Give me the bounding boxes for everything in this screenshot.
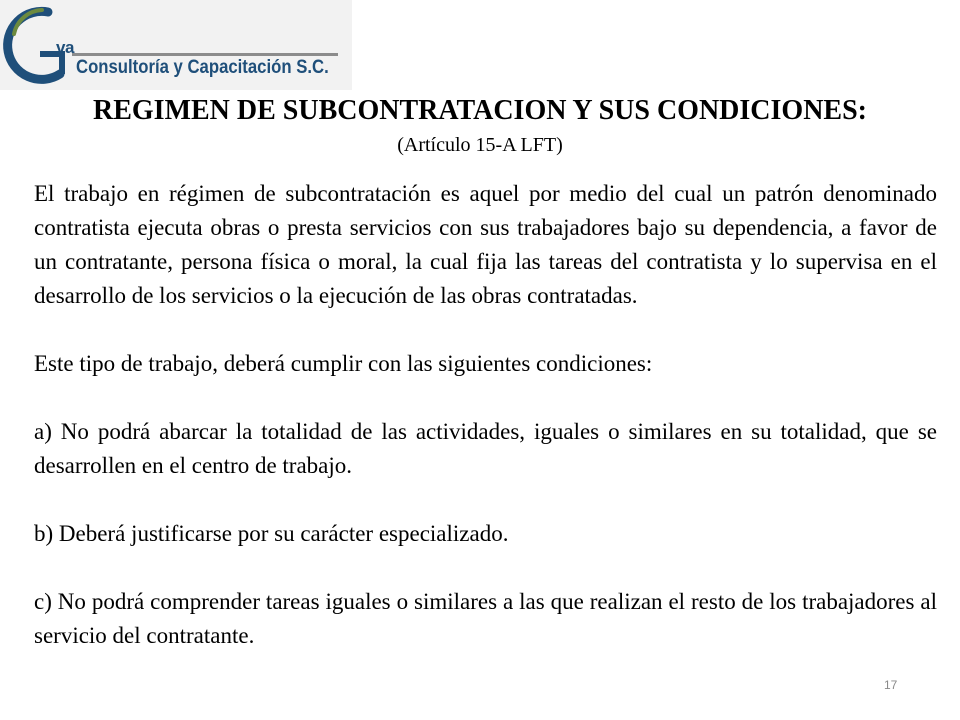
- condition-b: b) Deberá justificarse por su carácter especializado.: [34, 521, 509, 546]
- slide-title: REGIMEN DE SUBCONTRATACION Y SUS CONDICIONES:: [93, 95, 867, 126]
- company-logo: [0, 0, 352, 90]
- definition-paragraph: El trabajo en régimen de subcontratación es aquel por medio del cual un patrón denominado contratista ejecuta obras o presta servicios con sus trabajadores bajo su dependencia, a favor de un contratante, persona física o moral, la cual fija las tareas del contratista y lo supervisa en el desarrollo de los servicios o la ejecución de las obras contratadas.: [34, 181, 937, 308]
- slide-subtitle: (Artículo 15-A LFT): [397, 134, 563, 156]
- page-number: 17: [884, 678, 898, 692]
- slide-body: [34, 177, 937, 653]
- logo-initials: va: [56, 38, 74, 57]
- condition-c: c) No podrá comprender tareas iguales o similares a las que realizan el resto de los trabajadores al servicio del contratante.: [34, 589, 937, 648]
- conditions-intro: Este tipo de trabajo, deberá cumplir con las siguientes condiciones:: [34, 351, 653, 376]
- condition-a: a) No podrá abarcar la totalidad de las actividades, iguales o similares en su totalidad, que se desarrollen en el centro de trabajo.: [34, 419, 937, 478]
- logo-company-name: Consultoría y Capacitación S.C.: [76, 57, 329, 78]
